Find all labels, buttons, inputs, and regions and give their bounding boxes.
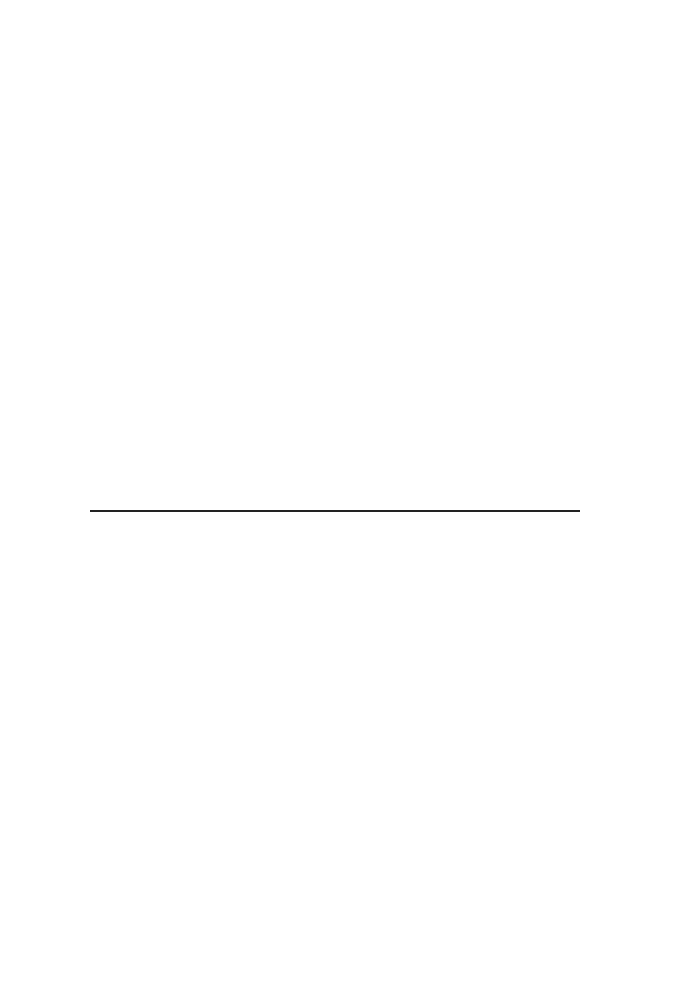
section-divider bbox=[90, 510, 580, 512]
